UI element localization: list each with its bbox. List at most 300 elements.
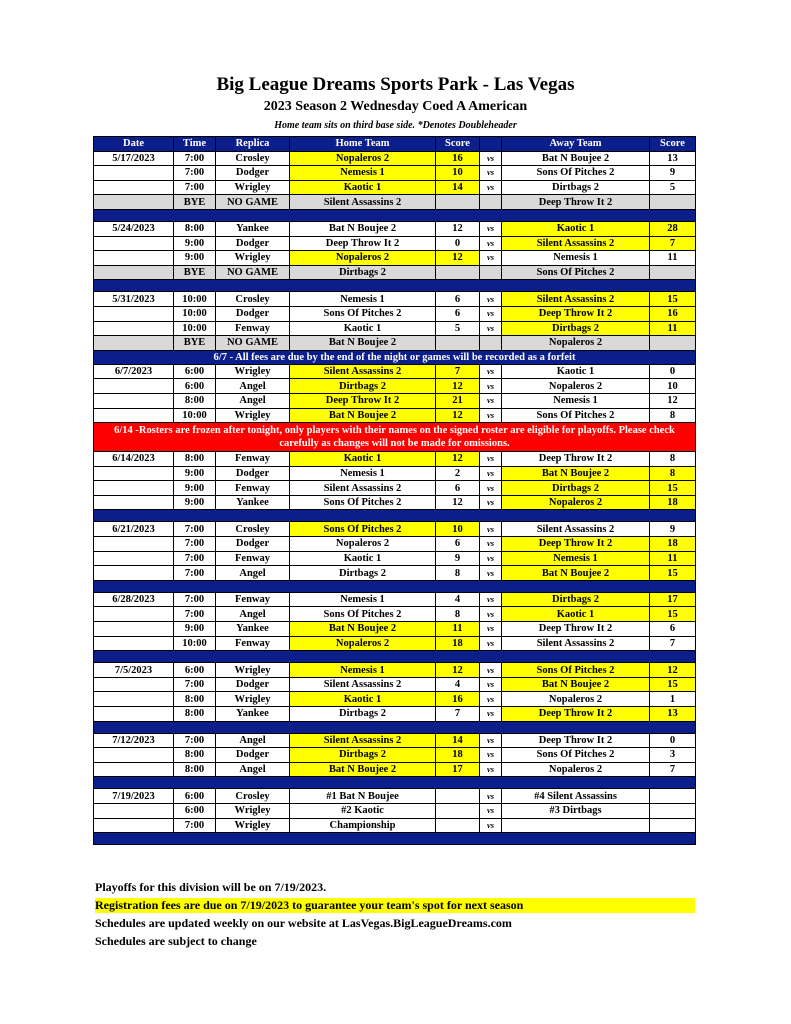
field-cell: Dodger xyxy=(216,537,290,552)
field-cell: Wrigley xyxy=(216,663,290,678)
away-score-cell: 7 xyxy=(650,636,696,651)
vs-cell: vs xyxy=(480,452,502,467)
date-cell xyxy=(94,336,174,351)
home-team-cell: Bat N Boujee 2 xyxy=(290,221,436,236)
game-row xyxy=(94,677,696,692)
vs-cell: vs xyxy=(480,677,502,692)
vs-cell: vs xyxy=(480,663,502,678)
home-score-cell: 2 xyxy=(436,466,480,481)
away-score-cell: 10 xyxy=(650,379,696,394)
vs-cell xyxy=(480,336,502,351)
away-team-cell: Dirtbags 2 xyxy=(502,592,650,607)
time-cell: 7:00 xyxy=(174,537,216,552)
time-cell: 7:00 xyxy=(174,607,216,622)
away-team-cell: Deep Throw It 2 xyxy=(502,622,650,637)
vs-cell: vs xyxy=(480,393,502,408)
time-cell: 6:00 xyxy=(174,803,216,818)
date-cell xyxy=(94,762,174,777)
col-header-home-score: Score xyxy=(436,137,480,152)
separator-cell xyxy=(94,651,696,663)
away-team-cell: Silent Assassins 2 xyxy=(502,522,650,537)
vs-cell: vs xyxy=(480,466,502,481)
home-score-cell: 12 xyxy=(436,221,480,236)
field-cell: Crosley xyxy=(216,522,290,537)
field-cell: Angel xyxy=(216,762,290,777)
vs-cell: vs xyxy=(480,251,502,266)
vs-cell: vs xyxy=(480,803,502,818)
home-team-cell: Nopaleros 2 xyxy=(290,537,436,552)
away-team-cell: Nemesis 1 xyxy=(502,551,650,566)
home-score-cell: 0 xyxy=(436,236,480,251)
field-cell: Fenway xyxy=(216,321,290,336)
time-cell: 9:00 xyxy=(174,495,216,510)
home-score-cell: 10 xyxy=(436,522,480,537)
game-row xyxy=(94,551,696,566)
vs-cell: vs xyxy=(480,481,502,496)
away-team-cell: Kaotic 1 xyxy=(502,364,650,379)
home-team-cell: Bat N Boujee 2 xyxy=(290,408,436,423)
home-score-cell: 9 xyxy=(436,551,480,566)
field-cell: Wrigley xyxy=(216,364,290,379)
away-team-cell: Bat N Boujee 2 xyxy=(502,566,650,581)
date-cell xyxy=(94,265,174,280)
away-score-cell: 11 xyxy=(650,321,696,336)
home-team-cell: Kaotic 1 xyxy=(290,180,436,195)
home-score-cell: 18 xyxy=(436,636,480,651)
field-cell: Dodger xyxy=(216,466,290,481)
field-cell: Angel xyxy=(216,393,290,408)
time-cell: 9:00 xyxy=(174,466,216,481)
date-cell: 5/31/2023 xyxy=(94,292,174,307)
footer-website: Schedules are updated weekly on our website at LasVegas.BigLeagueDreams.com xyxy=(95,916,512,930)
game-row xyxy=(94,663,696,678)
away-score-cell: 15 xyxy=(650,677,696,692)
time-cell: 10:00 xyxy=(174,292,216,307)
bye-label: BYE xyxy=(174,336,216,351)
vs-cell: vs xyxy=(480,707,502,722)
away-team-cell: Kaotic 1 xyxy=(502,221,650,236)
away-score-cell: 15 xyxy=(650,566,696,581)
home-team-cell: Championship xyxy=(290,818,436,833)
date-cell: 6/21/2023 xyxy=(94,522,174,537)
home-team-cell: Nemesis 1 xyxy=(290,292,436,307)
schedule-body xyxy=(94,151,696,845)
col-header-replica: Replica xyxy=(216,137,290,152)
home-score-cell: 6 xyxy=(436,292,480,307)
home-score-cell: 12 xyxy=(436,452,480,467)
date-cell xyxy=(94,481,174,496)
home-team-cell: Nemesis 1 xyxy=(290,166,436,181)
time-cell: 7:00 xyxy=(174,592,216,607)
date-cell: 7/19/2023 xyxy=(94,789,174,804)
time-cell: 7:00 xyxy=(174,151,216,166)
away-team-cell: Sons Of Pitches 2 xyxy=(502,748,650,763)
vs-cell: vs xyxy=(480,748,502,763)
vs-cell: vs xyxy=(480,292,502,307)
away-team-cell: Nemesis 1 xyxy=(502,393,650,408)
vs-cell: vs xyxy=(480,762,502,777)
away-score-cell: 18 xyxy=(650,537,696,552)
game-row xyxy=(94,537,696,552)
date-cell xyxy=(94,607,174,622)
away-team-cell: #3 Dirtbags xyxy=(502,803,650,818)
field-cell: Angel xyxy=(216,566,290,581)
away-team-cell: Bat N Boujee 2 xyxy=(502,466,650,481)
time-cell: 10:00 xyxy=(174,408,216,423)
home-score-cell xyxy=(436,336,480,351)
date-cell xyxy=(94,566,174,581)
time-cell: 6:00 xyxy=(174,663,216,678)
no-game-label: NO GAME xyxy=(216,265,290,280)
field-cell: Wrigley xyxy=(216,803,290,818)
home-team-cell: Nemesis 1 xyxy=(290,592,436,607)
game-row xyxy=(94,607,696,622)
away-score-cell: 13 xyxy=(650,151,696,166)
time-cell: 7:00 xyxy=(174,166,216,181)
field-cell: Fenway xyxy=(216,592,290,607)
game-row xyxy=(94,180,696,195)
date-cell xyxy=(94,466,174,481)
away-score-cell: 6 xyxy=(650,622,696,637)
separator-row xyxy=(94,721,696,733)
away-team-cell: Deep Throw It 2 xyxy=(502,306,650,321)
bye-label: BYE xyxy=(174,195,216,210)
home-team-cell: Silent Assassins 2 xyxy=(290,481,436,496)
separator-cell xyxy=(94,580,696,592)
col-header-away-team: Away Team xyxy=(502,137,650,152)
home-team-cell: Silent Assassins 2 xyxy=(290,733,436,748)
date-cell xyxy=(94,195,174,210)
field-cell: Wrigley xyxy=(216,408,290,423)
vs-cell: vs xyxy=(480,537,502,552)
date-cell xyxy=(94,166,174,181)
away-team-cell: Sons Of Pitches 2 xyxy=(502,663,650,678)
game-row xyxy=(94,733,696,748)
date-cell xyxy=(94,692,174,707)
away-team-cell: Nopaleros 2 xyxy=(502,692,650,707)
footer-registration: Registration fees are due on 7/19/2023 to guarantee your team's spot for next season xyxy=(95,898,695,913)
time-cell: 9:00 xyxy=(174,481,216,496)
field-cell: Dodger xyxy=(216,306,290,321)
field-cell: Wrigley xyxy=(216,818,290,833)
home-team-cell: Kaotic 1 xyxy=(290,551,436,566)
home-team-cell: Dirtbags 2 xyxy=(290,566,436,581)
time-cell: 6:00 xyxy=(174,364,216,379)
home-score-cell: 5 xyxy=(436,321,480,336)
home-team-note: Home team sits on third base side. *Denotes Doubleheader xyxy=(274,120,517,131)
away-score-cell: 15 xyxy=(650,481,696,496)
home-team-cell: Silent Assassins 2 xyxy=(290,677,436,692)
vs-cell: vs xyxy=(480,364,502,379)
away-score-cell xyxy=(650,265,696,280)
home-team-cell: #1 Bat N Boujee xyxy=(290,789,436,804)
away-team-cell: Dirtbags 2 xyxy=(502,180,650,195)
field-cell: Yankee xyxy=(216,495,290,510)
separator-cell xyxy=(94,833,696,845)
time-cell: 8:00 xyxy=(174,393,216,408)
game-row xyxy=(94,292,696,307)
away-score-cell: 12 xyxy=(650,393,696,408)
field-cell: Dodger xyxy=(216,677,290,692)
vs-cell: vs xyxy=(480,622,502,637)
home-team-cell: Deep Throw It 2 xyxy=(290,236,436,251)
away-team-cell: Dirtbags 2 xyxy=(502,321,650,336)
away-score-cell: 7 xyxy=(650,762,696,777)
away-score-cell: 28 xyxy=(650,221,696,236)
date-cell xyxy=(94,495,174,510)
separator-row xyxy=(94,580,696,592)
page-title: Big League Dreams Sports Park - Las Vegas xyxy=(216,74,575,95)
away-score-cell xyxy=(650,818,696,833)
time-cell: 7:00 xyxy=(174,677,216,692)
time-cell: 9:00 xyxy=(174,236,216,251)
time-cell: 6:00 xyxy=(174,789,216,804)
home-score-cell: 16 xyxy=(436,151,480,166)
home-team-cell: Nemesis 1 xyxy=(290,466,436,481)
away-score-cell: 15 xyxy=(650,607,696,622)
home-score-cell: 4 xyxy=(436,677,480,692)
away-score-cell: 8 xyxy=(650,466,696,481)
vs-cell: vs xyxy=(480,151,502,166)
away-score-cell: 18 xyxy=(650,495,696,510)
footer-playoffs: Playoffs for this division will be on 7/19/2023. xyxy=(95,880,327,894)
home-team-cell: Bat N Boujee 2 xyxy=(290,622,436,637)
home-score-cell: 12 xyxy=(436,379,480,394)
field-cell: Wrigley xyxy=(216,251,290,266)
away-score-cell: 13 xyxy=(650,707,696,722)
date-cell xyxy=(94,379,174,394)
field-cell: Yankee xyxy=(216,707,290,722)
home-score-cell: 21 xyxy=(436,393,480,408)
game-row xyxy=(94,748,696,763)
home-score-cell: 6 xyxy=(436,306,480,321)
time-cell: 10:00 xyxy=(174,306,216,321)
home-team-cell: Dirtbags 2 xyxy=(290,265,436,280)
separator-row xyxy=(94,651,696,663)
vs-cell: vs xyxy=(480,551,502,566)
away-team-cell: Nopaleros 2 xyxy=(502,336,650,351)
home-score-cell: 12 xyxy=(436,408,480,423)
field-cell: Fenway xyxy=(216,551,290,566)
alert-row xyxy=(94,423,696,452)
col-header-vs xyxy=(480,137,502,152)
home-team-cell: Deep Throw It 2 xyxy=(290,393,436,408)
game-row xyxy=(94,636,696,651)
away-score-cell xyxy=(650,336,696,351)
away-team-cell: Nopaleros 2 xyxy=(502,379,650,394)
game-row xyxy=(94,692,696,707)
away-score-cell xyxy=(650,803,696,818)
separator-cell xyxy=(94,721,696,733)
home-score-cell: 10 xyxy=(436,166,480,181)
home-score-cell: 6 xyxy=(436,481,480,496)
home-team-cell: Dirtbags 2 xyxy=(290,379,436,394)
home-team-cell: Bat N Boujee 2 xyxy=(290,762,436,777)
home-score-cell: 12 xyxy=(436,495,480,510)
home-score-cell: 7 xyxy=(436,364,480,379)
date-cell: 6/28/2023 xyxy=(94,592,174,607)
field-cell: Crosley xyxy=(216,789,290,804)
col-header-home-team: Home Team xyxy=(290,137,436,152)
date-cell xyxy=(94,393,174,408)
away-team-cell: #4 Silent Assassins xyxy=(502,789,650,804)
away-team-cell: Sons Of Pitches 2 xyxy=(502,265,650,280)
home-score-cell: 14 xyxy=(436,733,480,748)
home-team-cell: Bat N Boujee 2 xyxy=(290,336,436,351)
away-score-cell: 3 xyxy=(650,748,696,763)
away-team-cell: Sons Of Pitches 2 xyxy=(502,166,650,181)
away-team-cell: Kaotic 1 xyxy=(502,607,650,622)
home-team-cell: Silent Assassins 2 xyxy=(290,364,436,379)
date-cell xyxy=(94,803,174,818)
away-score-cell: 0 xyxy=(650,364,696,379)
away-team-cell: Deep Throw It 2 xyxy=(502,537,650,552)
home-score-cell xyxy=(436,195,480,210)
game-row xyxy=(94,151,696,166)
field-cell: Dodger xyxy=(216,236,290,251)
away-team-cell: Silent Assassins 2 xyxy=(502,236,650,251)
game-row xyxy=(94,495,696,510)
home-team-cell: Kaotic 1 xyxy=(290,321,436,336)
away-score-cell: 15 xyxy=(650,292,696,307)
notice-message: 6/7 - All fees are due by the end of the night or games will be recorded as a forfeit xyxy=(94,350,696,364)
field-cell: Angel xyxy=(216,733,290,748)
vs-cell: vs xyxy=(480,306,502,321)
away-score-cell: 11 xyxy=(650,551,696,566)
game-row xyxy=(94,566,696,581)
time-cell: 8:00 xyxy=(174,748,216,763)
time-cell: 8:00 xyxy=(174,452,216,467)
field-cell: Wrigley xyxy=(216,180,290,195)
no-game-label: NO GAME xyxy=(216,336,290,351)
date-cell xyxy=(94,408,174,423)
alert-message: 6/14 -Rosters are frozen after tonight, only players with their names on the signed roster are eligible for playoffs. Please check carefully as changes will not be made for omissions. xyxy=(94,423,696,452)
home-score-cell: 12 xyxy=(436,663,480,678)
home-team-cell: Nopaleros 2 xyxy=(290,251,436,266)
game-row xyxy=(94,321,696,336)
field-cell: Yankee xyxy=(216,622,290,637)
home-team-cell: Kaotic 1 xyxy=(290,692,436,707)
vs-cell: vs xyxy=(480,221,502,236)
col-header-time: Time xyxy=(174,137,216,152)
date-cell xyxy=(94,251,174,266)
time-cell: 7:00 xyxy=(174,551,216,566)
away-team-cell: Nemesis 1 xyxy=(502,251,650,266)
field-cell: Crosley xyxy=(216,292,290,307)
vs-cell: vs xyxy=(480,566,502,581)
vs-cell: vs xyxy=(480,522,502,537)
date-cell: 5/17/2023 xyxy=(94,151,174,166)
home-score-cell: 18 xyxy=(436,748,480,763)
home-team-cell: Nemesis 1 xyxy=(290,663,436,678)
home-team-cell: Sons Of Pitches 2 xyxy=(290,522,436,537)
home-score-cell: 12 xyxy=(436,251,480,266)
game-row xyxy=(94,466,696,481)
game-row xyxy=(94,379,696,394)
home-score-cell xyxy=(436,818,480,833)
game-row xyxy=(94,707,696,722)
separator-row xyxy=(94,833,696,845)
vs-cell xyxy=(480,195,502,210)
home-score-cell xyxy=(436,803,480,818)
away-team-cell: Sons Of Pitches 2 xyxy=(502,408,650,423)
date-cell: 5/24/2023 xyxy=(94,221,174,236)
separator-row xyxy=(94,209,696,221)
date-cell xyxy=(94,636,174,651)
schedule-table xyxy=(93,136,696,845)
home-score-cell: 17 xyxy=(436,762,480,777)
date-cell xyxy=(94,180,174,195)
col-header-date: Date xyxy=(94,137,174,152)
home-team-cell: Kaotic 1 xyxy=(290,452,436,467)
time-cell: 8:00 xyxy=(174,221,216,236)
col-header-away-score: Score xyxy=(650,137,696,152)
game-row xyxy=(94,522,696,537)
game-row xyxy=(94,236,696,251)
separator-row xyxy=(94,280,696,292)
away-score-cell: 9 xyxy=(650,522,696,537)
date-cell xyxy=(94,537,174,552)
game-row xyxy=(94,762,696,777)
away-score-cell: 9 xyxy=(650,166,696,181)
date-cell: 7/5/2023 xyxy=(94,663,174,678)
away-score-cell: 1 xyxy=(650,692,696,707)
game-row xyxy=(94,803,696,818)
time-cell: 8:00 xyxy=(174,692,216,707)
game-row xyxy=(94,818,696,833)
date-cell xyxy=(94,306,174,321)
home-score-cell: 8 xyxy=(436,607,480,622)
vs-cell xyxy=(480,265,502,280)
home-team-cell: Dirtbags 2 xyxy=(290,748,436,763)
away-score-cell: 8 xyxy=(650,408,696,423)
away-score-cell xyxy=(650,195,696,210)
no-game-label: NO GAME xyxy=(216,195,290,210)
home-team-cell: Dirtbags 2 xyxy=(290,707,436,722)
bye-row xyxy=(94,195,696,210)
bye-row xyxy=(94,265,696,280)
game-row xyxy=(94,408,696,423)
time-cell: 8:00 xyxy=(174,762,216,777)
time-cell: 7:00 xyxy=(174,733,216,748)
vs-cell: vs xyxy=(480,408,502,423)
away-team-cell: Deep Throw It 2 xyxy=(502,707,650,722)
away-team-cell: Bat N Boujee 2 xyxy=(502,151,650,166)
vs-cell: vs xyxy=(480,818,502,833)
game-row xyxy=(94,306,696,321)
field-cell: Fenway xyxy=(216,481,290,496)
notice-row xyxy=(94,350,696,364)
time-cell: 6:00 xyxy=(174,379,216,394)
field-cell: Fenway xyxy=(216,636,290,651)
vs-cell: vs xyxy=(480,321,502,336)
away-team-cell: Deep Throw It 2 xyxy=(502,452,650,467)
vs-cell: vs xyxy=(480,236,502,251)
time-cell: 8:00 xyxy=(174,707,216,722)
vs-cell: vs xyxy=(480,789,502,804)
time-cell: 9:00 xyxy=(174,251,216,266)
date-cell: 6/7/2023 xyxy=(94,364,174,379)
date-cell xyxy=(94,818,174,833)
game-row xyxy=(94,622,696,637)
separator-row xyxy=(94,777,696,789)
away-team-cell: Deep Throw It 2 xyxy=(502,733,650,748)
away-team-cell: Nopaleros 2 xyxy=(502,495,650,510)
home-score-cell: 4 xyxy=(436,592,480,607)
game-row xyxy=(94,592,696,607)
game-row xyxy=(94,789,696,804)
game-row xyxy=(94,481,696,496)
